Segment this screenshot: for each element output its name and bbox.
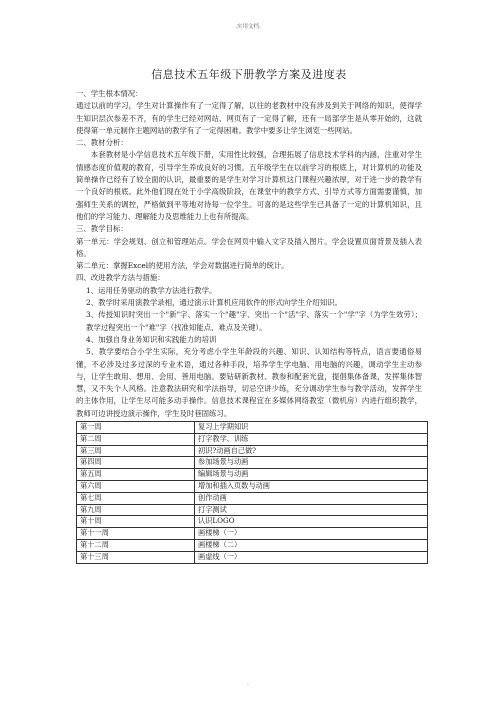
topic-cell: 编辑场景与动画 <box>195 469 428 481</box>
topic-cell: 创作动画 <box>195 492 428 504</box>
topic-cell: 画楼梯（二） <box>195 539 428 551</box>
topic-cell: 打字教学、训练 <box>195 433 428 445</box>
table-row <box>77 422 428 434</box>
topic-cell: 画楼梯（一） <box>195 528 428 540</box>
document-title: 信息技术五年级下册教学方案及进度表 <box>151 68 347 81</box>
section-heading-students: 一、学生根本情况： <box>76 89 143 98</box>
topic-cell: 初识?动画自己做? <box>195 445 428 457</box>
section-heading-materials: 二、教材分析： <box>76 138 128 148</box>
topic-cell: 认识LOGO <box>195 516 428 528</box>
week-cell: 第十三周 <box>77 551 195 563</box>
table-row <box>77 516 428 528</box>
schedule-table <box>76 421 428 564</box>
table-row <box>77 433 428 445</box>
topic-cell: 参加场景与动画 <box>195 457 428 469</box>
table-row <box>77 528 428 540</box>
method-item: 2、教学时采用演教学录相，通过演示计算机应用软件的形式向学生介绍知识。 <box>86 298 342 308</box>
week-cell: 第十一周 <box>77 528 195 540</box>
week-cell: 第二周 <box>77 433 195 445</box>
method-item: 3、传授知识时突出一个"新"字、落实一个"趣"字、突出一个"活"字、落实一个"学"字（为学生效劳）；教学过程突出一个"难"字（找准知能点、难点及关键）。 <box>86 310 422 332</box>
topic-cell: 增加和插入页数与动画 <box>195 481 428 493</box>
table-row <box>77 469 428 481</box>
week-cell: 第七周 <box>77 492 195 504</box>
section-heading-methods: 四、改进教学方法与措施： <box>76 273 165 283</box>
table-row <box>77 445 428 457</box>
section-text-materials: 本套教材是小学信息技术五年级下册，实用性比较强，合理拓展了信息技术学科的内涵，注重对学生情感态度价值观的教育，引导学生养成良好的习惯。五年级学生在以前学习的根底上，对计算机的功能及简单操作已经有了较全面的认识，最重要的是学生对学习计算机这门课程兴趣浓厚，对于进一步的教学有一个良好的根底。此外他们现在处于小学高级阶段，在课堂中的教学方式、引导方式等方面需要谨慎，加强师生关系的调控，严格做到平等地对待每一位学生。可喜的是这些学生已具备了一定的计算机知识，且他们的学习能力、理解能力及思维能力上也有所提高。 <box>76 150 422 221</box>
goal-unit-1: 第一单元：学会规划、创立和管理站点。学会在网页中输入文字及插入图片。学会设置页面背景及插入表格。 <box>76 236 422 258</box>
table-row <box>77 504 428 516</box>
topic-cell: 复习上学期知识 <box>195 422 428 434</box>
topic-cell: 画虚线（一） <box>195 551 428 563</box>
week-cell: 第六周 <box>77 481 195 493</box>
week-cell: 第五周 <box>77 469 195 481</box>
topic-cell: 打字测试 <box>195 504 428 516</box>
week-cell: 第十周 <box>77 516 195 528</box>
document-body <box>76 66 422 564</box>
table-row <box>77 481 428 493</box>
week-cell: 第十二周 <box>77 539 195 551</box>
week-cell: 第四周 <box>77 457 195 469</box>
table-row <box>77 492 428 504</box>
table-row <box>77 539 428 551</box>
week-cell: 第三周 <box>77 445 195 457</box>
method-item: 5、教学要结合小学生实际，充分考虑小学生年龄段的兴趣、知识、认知结构等特点，语言要通俗易懂，不必涉及过多过深的专业术语，通过各种手段，培养学生学电脑、用电脑的兴趣，调动学生主动参与，让学生敢用、想用、会用、善用电脑。要钻研新教材、教参和配套光盘，提倡集体备课，发挥集体智慧，又不失个人风格。注意教法研究和学法指导，切忌空讲少练，充分调动学生参与教学活动，发挥学生的主体作用，让学生尽可能多动手操作。信息技术课程宜在多媒体网络教室（微机房）内进行组织教学，教师可边讲授边演示操作，学生及时巷固练习。 <box>76 347 422 418</box>
method-item: 4、加强自身业务知识和实践能力的培训 <box>86 334 217 344</box>
section-text-students: 通过以前的学习，学生对计算操作有了一定得了解，以往的老教材中没有涉及到关于网络的知识，使得学生知识层次参差不齐，有的学生已经对网站、网页有了一定得了解，还有一局部学生是从零开始的，这就使得第一单元制作主题网站的教学有了一定得困难。教学中要多让学生浏览一些网站。 <box>76 101 422 135</box>
footer-mark: . <box>247 680 249 687</box>
table-row <box>77 457 428 469</box>
method-item: 1、运用任务驱动的教学方法进行教学。 <box>86 285 217 295</box>
week-cell: 第一周 <box>77 422 195 434</box>
goal-unit-2: 第二单元：掌握Excel的使用方法，学会对数据进行简单的统计。 <box>76 261 289 271</box>
section-heading-goals: 三、教学目标： <box>76 224 128 234</box>
week-cell: 第九周 <box>77 504 195 516</box>
header-note: .实用文档. <box>235 24 261 30</box>
table-row <box>77 551 428 563</box>
